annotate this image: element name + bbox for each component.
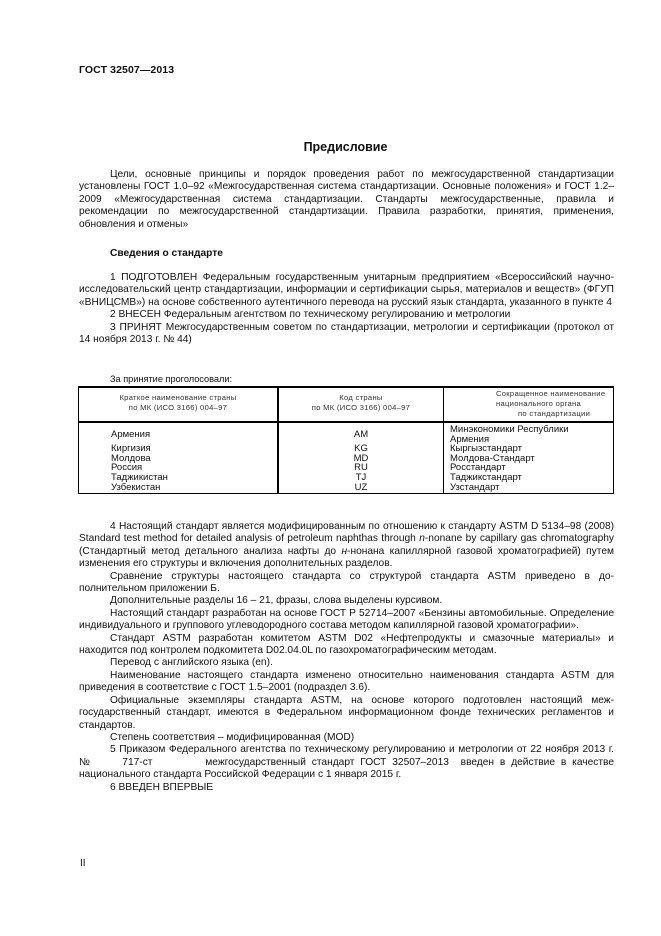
text-run: 4 Настоящий стандарт является модифицированным по отношению к стандарту ASTM D 5134–98 (2008) Standard test method for detailed analysis of petroleum naphthas through	[79, 521, 614, 545]
cell-country: Армения	[79, 422, 279, 444]
info-item-5: 5 Приказом Федерального агентства по техническому регулированию и метрологии от 22 ноября 2013 г. № 717-ст межгосударственный стандарт ГОСТ 32507–2013 введен в действие в качестве национального стандарта Российской Федерации с 1 января 2015 г.	[79, 744, 617, 781]
table-row	[79, 483, 614, 494]
document-header-id: ГОСТ 32507—2013	[79, 64, 175, 76]
cell-body: Молдова-Стандарт	[444, 454, 614, 464]
info-paragraph: Перевод с английского языка (en).	[110, 657, 273, 669]
page-number: II	[80, 858, 86, 869]
votes-table	[78, 386, 614, 494]
intro-paragraph: Цели, основные принципы и порядок проведения работ по межгосударственной стандартизации установлены ГОСТ 1.0–92 «Межгосударственная система стандартизации. Основные положения» и ГОСТ 1.2–2009 «Межгосударственная система стандартизации. Стандарты межгосударственные, правила и рекомендации по межгосударственной стандартизации. Правила разработки, принятия, применения, обновления и отмены»	[79, 169, 614, 230]
cell-code: UZ	[278, 483, 444, 494]
cell-body: Росстандарт	[444, 463, 614, 473]
cell-country: Киргизия	[79, 444, 279, 454]
cell-body: Минэкономики Республики Армения	[444, 422, 614, 444]
info-paragraph: Стандарт ASTM разработан комитетом ASTM D02 «Нефтепродукты и смазочные материалы» и находится под контролем подкомитета D02.04.0L по газохроматографическим методам.	[79, 632, 614, 657]
cell-code: KG	[278, 444, 444, 454]
info-paragraph: Наименование настоящего стандарта изменено относительно наименования стандарта ASTM для приведения в соответствие с ГОСТ 1.5–2001 (подраздел 3.6).	[79, 669, 614, 694]
info-paragraph: Официальные экземпляры стандарта ASTM, на основе которого подготовлен настоящий межгосударственный стандарт, имеются в Федеральном информационном фонде технических регламентов и стандартов.	[79, 694, 614, 731]
table-row	[79, 422, 614, 444]
votes-label: За принятие проголосовали:	[110, 374, 233, 384]
italic-run: н	[341, 545, 348, 557]
cell-code: TJ	[278, 473, 444, 483]
standard-info-top	[79, 272, 614, 346]
table-row	[79, 454, 614, 464]
header-national-body	[444, 387, 614, 422]
info-paragraph: Настоящий стандарт разработан на основе ГОСТ Р 52714–2007 «Бензины автомобильные. Определение индивидуального и группового углеводородного состава методом капиллярной газовой хроматографии».	[79, 607, 614, 632]
cell-body: Узстандарт	[444, 483, 614, 494]
cell-country: Россия	[79, 463, 279, 473]
header-country-name	[79, 387, 279, 422]
section-title: Сведения о стандарте	[110, 248, 223, 259]
text-run: -nonane by capillary gas chromatography (Стандартный метод детального анализа нафты до	[79, 533, 614, 557]
header-line: Код страны	[339, 393, 383, 402]
intro-block	[79, 169, 614, 231]
cell-country: Таджикистан	[79, 473, 279, 483]
header-line: Краткое наименование страны	[119, 393, 237, 402]
votes-table-header	[79, 387, 614, 422]
cell-code: RU	[278, 463, 444, 473]
cell-country: Узбекистан	[79, 483, 279, 494]
header-line: по МК (ИСО 3166) 004–97	[311, 403, 411, 412]
text-run: -нонана капиллярной газовой хроматографией) путем изменения его структуры и включения дополнительных разделов.	[79, 545, 614, 570]
info-item-4	[79, 521, 614, 571]
cell-code: MD	[278, 454, 444, 464]
cell-country: Молдова	[79, 454, 279, 464]
info-item-1: 1 ПОДГОТОВЛЕН Федеральным государственным унитарным предприятием «Всероссийский научно-исследовательский центр стандартизации, информации и сертификации сырья, материалов и веществ» (ФГУП «ВНИЦСМВ») на основе собственного аутентичного перевода на русский язык стандарта, указанного в пункте 4	[79, 272, 614, 308]
header-line: по МК (ИСО 3166) 004–97	[128, 403, 228, 412]
info-item-2: 2 ВНЕСЕН Федеральным агентством по техническому регулированию и метрологии	[110, 309, 511, 321]
info-item-6: 6 ВВЕДЕН ВПЕРВЫЕ	[110, 781, 214, 793]
header-line: национального органа	[496, 399, 582, 408]
cell-body: Таджикстандарт	[444, 473, 614, 483]
standard-info-bottom	[79, 521, 617, 794]
info-item-3: 3 ПРИНЯТ Межгосударственным советом по стандартизации, метрологии и сертификации (протокол от 14 ноября 2013 г. № 44)	[79, 321, 614, 346]
page-title: Предисловие	[303, 140, 388, 154]
info-paragraph: Степень соответствия – модифицированная (MOD)	[110, 731, 355, 743]
header-line: по стандартизации	[518, 409, 591, 418]
header-line: Сокращенное наименование	[496, 389, 606, 398]
info-paragraph: Сравнение структуры настоящего стандарта со структурой стандарта ASTM приведено в дополнительном приложении Б.	[79, 570, 614, 595]
info-paragraph: Дополнительные разделы 16 – 21, фразы, слова выделены курсивом.	[110, 595, 443, 607]
cell-body: Кыргызстандарт	[444, 444, 614, 454]
cell-code: AM	[278, 422, 444, 444]
italic-run: n	[419, 533, 425, 545]
header-country-code	[278, 387, 444, 422]
